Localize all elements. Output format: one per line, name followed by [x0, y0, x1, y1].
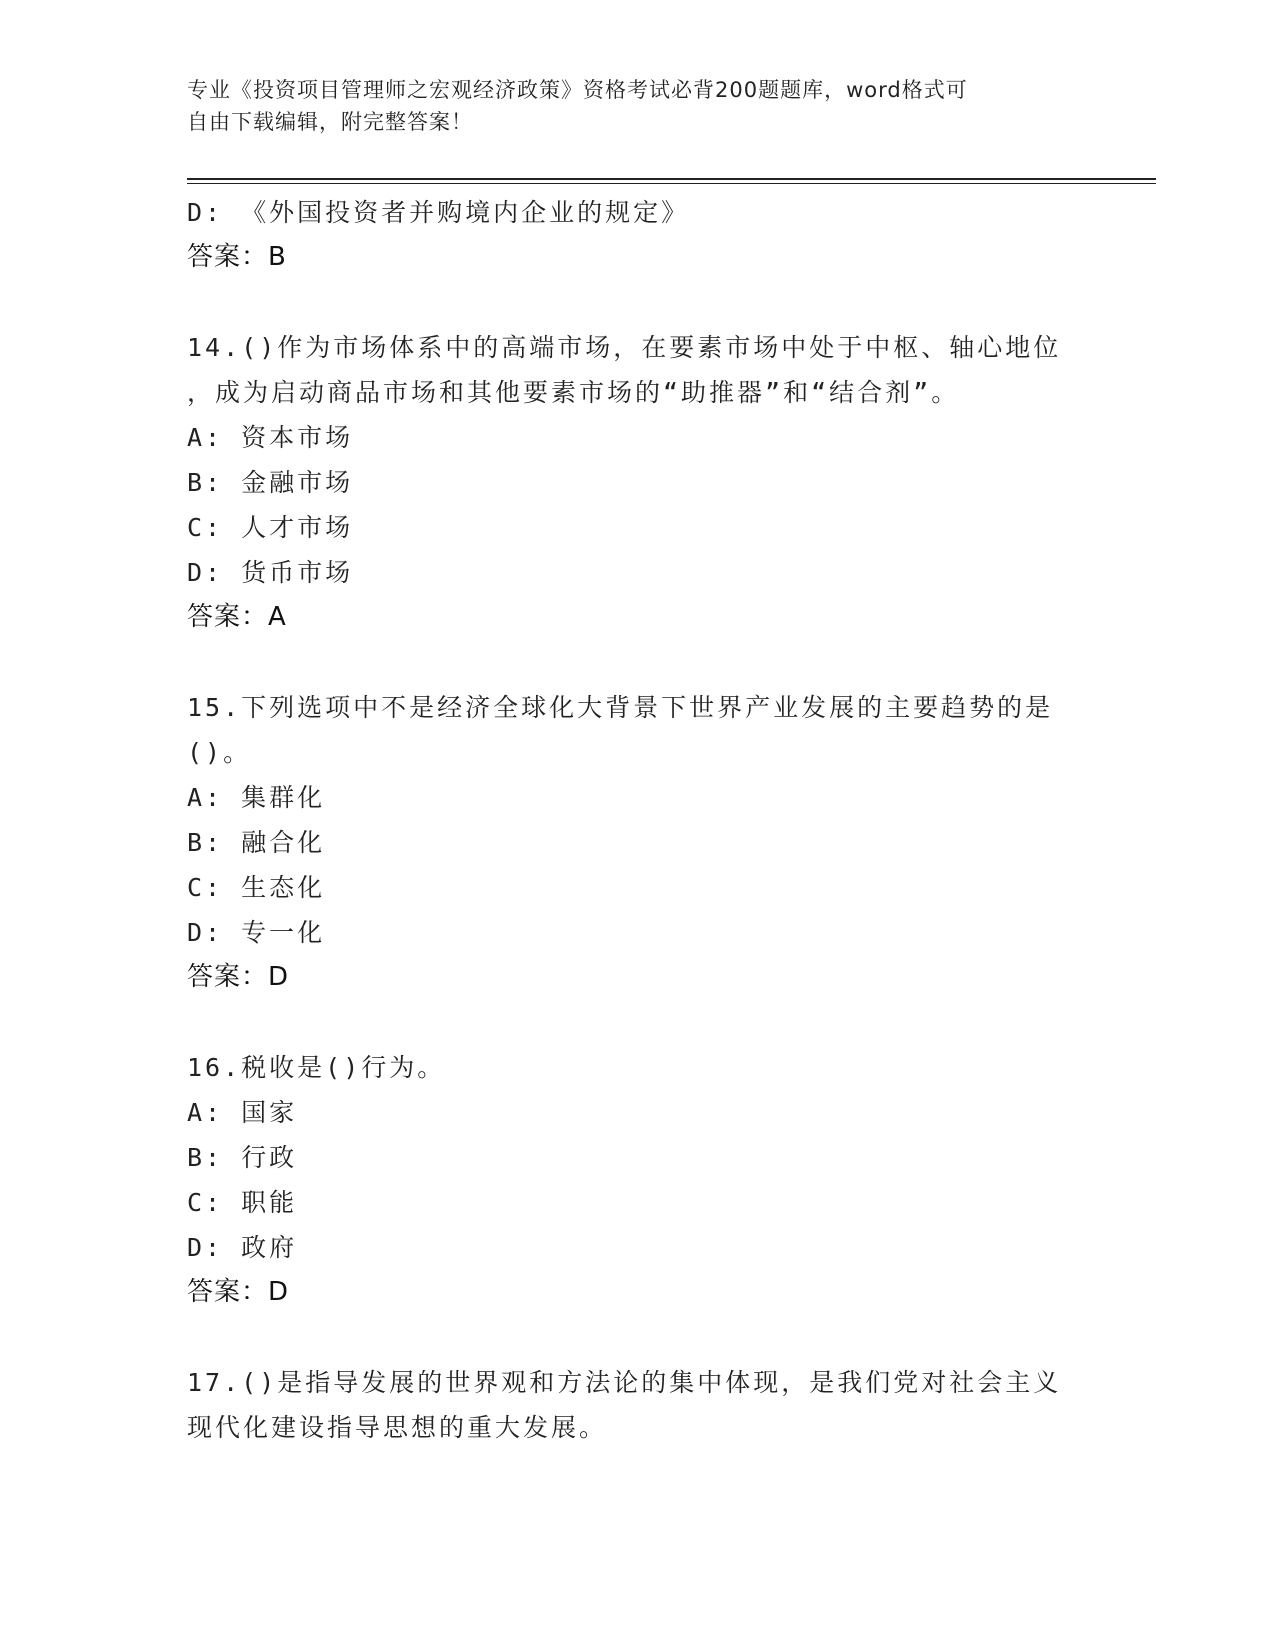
question-15-stem-1: 15.下列选项中不是经济全球化大背景下世界产业发展的主要趋势的是	[187, 693, 1054, 722]
question-17-stem-2: 现代化建设指导思想的重大发展。	[187, 1413, 608, 1442]
header-line-2: 自由下载编辑，附完整答案！	[187, 110, 473, 134]
question-15-option-b: B: 融合化	[187, 828, 326, 857]
prev-answer: 答案：B	[187, 242, 287, 272]
question-16-answer: 答案：D	[187, 1277, 290, 1307]
question-15-option-c: C: 生态化	[187, 873, 326, 902]
question-14-stem-1: 14.()作为市场体系中的高端市场，在要素市场中处于中枢、轴心地位	[187, 333, 1062, 362]
question-17-stem-1: 17.()是指导发展的世界观和方法论的集中体现，是我们党对社会主义	[187, 1368, 1062, 1397]
question-14-option-a: A: 资本市场	[187, 423, 354, 452]
question-15-stem-2: ()。	[187, 738, 252, 767]
question-15-option-a: A: 集群化	[187, 783, 326, 812]
question-16-option-c: C: 职能	[187, 1188, 298, 1217]
question-15-option-d: D: 专一化	[187, 918, 326, 947]
header-rule-thick	[187, 178, 1156, 180]
question-14-option-c: C: 人才市场	[187, 513, 354, 542]
question-16-option-d: D: 政府	[187, 1233, 298, 1262]
prev-option-d: D: 《外国投资者并购境内企业的规定》	[187, 198, 690, 227]
question-16	[187, 1045, 1087, 1315]
question-14	[187, 325, 1087, 640]
question-16-option-b: B: 行政	[187, 1143, 298, 1172]
page-header	[187, 74, 1067, 138]
question-14-option-d: D: 货币市场	[187, 558, 354, 587]
question-14-answer: 答案：A	[187, 602, 287, 632]
question-15	[187, 685, 1087, 1000]
question-14-option-b: B: 金融市场	[187, 468, 354, 497]
header-rule-thin	[187, 183, 1156, 184]
question-16-option-a: A: 国家	[187, 1098, 298, 1127]
question-15-answer: 答案：D	[187, 962, 290, 992]
question-14-stem-2: ，成为启动商品市场和其他要素市场的“助推器”和“结合剂”。	[187, 378, 960, 407]
question-list	[187, 190, 1087, 1450]
question-16-stem-1: 16.税收是()行为。	[187, 1053, 446, 1082]
header-line-1: 专业《投资项目管理师之宏观经济政策》资格考试必背200题题库，word格式可	[187, 78, 968, 102]
question-17	[187, 1360, 1087, 1450]
